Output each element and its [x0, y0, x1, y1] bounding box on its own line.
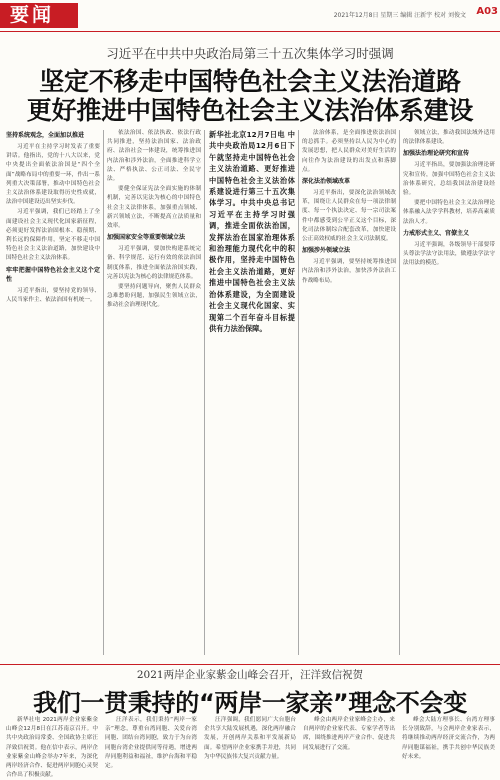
story-separator: [0, 664, 500, 665]
paragraph: 习近平指出，要坚持党的领导、人民当家作主、依法治国有机统一。: [6, 287, 100, 303]
paragraph: 汪洋强调，我们愿同广大台胞台企共享大陆发展机遇，深化两岸融合发展，开创两岸关系和平发展新局面。希望两岸企业家携手并进，共同为中华民族伟大复兴贡献力量。: [204, 717, 296, 760]
subheading: 坚持系统观念，全面加以推进: [6, 132, 85, 139]
paragraph: 要把中国特色社会主义法治理论体系融入法学学科教材，培养高素质法治人才。: [403, 200, 495, 225]
paragraph: 习近平强调，各级领导干部要带头尊法学法守法用法，做遵法学法守法用法的模范。: [403, 241, 495, 267]
paragraph: 习近平指出，要加强法治理论研究和宣传，加强中国特色社会主义法治体系研究，总结我国法治建设经验。: [403, 162, 495, 197]
column-divider: [103, 130, 104, 655]
subheading: 加强法治理论研究和宣传: [403, 150, 470, 158]
paragraph: 要坚持问题导向，聚焦人民群众急难愁盼问题，加强民生领域立法，推动社会治理现代化。: [107, 284, 201, 309]
issue-meta: 2021年12月8日 星期三 编辑 汪新宇 校对 刘俊文: [333, 12, 466, 19]
story2-headline: 我们一贯秉持的“两岸一家亲”理念不会变: [33, 689, 467, 717]
paragraph: 要健全保证宪法全面实施的体制机制，完善以宪法为核心的中国特色社会主义法律体系，加强重点领域、新兴领域立法，不断提高立法质量和效率。: [107, 186, 201, 230]
story2-kicker: 2021两岸企业家紫金山峰会召开，汪洋致信祝贺: [136, 669, 364, 681]
story1-kicker: 习近平在中共中央政治局第三十五次集体学习时强调: [106, 46, 394, 61]
paragraph: 汪洋表示，我们秉持“两岸一家亲”理念，尊重台湾同胞、关爱台湾同胞、团结台湾同胞，致力于为台湾同胞台湾企业提供同等待遇，增进两岸同胞利益和福祉，维护台海和平稳定。: [105, 717, 197, 770]
masthead-rule: [0, 31, 500, 32]
story2-column-3: [204, 716, 296, 760]
section-badge: 要闻: [0, 3, 78, 28]
column-divider: [399, 130, 400, 655]
paragraph: 法治体系，是全面推进依法治国的总抓手。必须坚持以人民为中心的发展思想，把人民群众对美好生活的向往作为法治建设的出发点和落脚点。: [302, 130, 396, 173]
subheading: 深化法治领域改革: [302, 178, 351, 186]
subheading: 牢牢把握中国特色社会主义这个定性: [6, 266, 100, 283]
story1-lead: 新华社北京12月7日电 中共中央政治局12月6日下午就坚持走中国特色社会主义法治道路、更好推进中国特色社会主义法治体系建设进行第三十五次集体学习。中共中央总书记习近平在主持学习时强调，推进全面依法治国，发挥法治在国家治理体系和治理能力现代化中的积极作用，坚持走中国特色社会主义法治道路，更好推进中国特色社会主义法治体系建设，为全面建设社会主义现代化国家、实现第二个百年奋斗目标提供有力法治保障。: [209, 130, 295, 333]
paragraph: 峰会由两岸企业家峰会主办，来自两岸的企业家代表、专家学者等出席，围绕推进两岸产业合作、促进共同发展进行了交流。: [303, 717, 395, 751]
story1-headline-line1: 坚定不移走中国特色社会主义法治道路: [39, 67, 461, 96]
paragraph: 习近平强调，要加快构建系统完备、科学规范、运行有效的依法治国制度体系，推进全面依法治国实践，完善以宪法为核心的法律规范体系。: [107, 246, 201, 280]
paragraph: 领域立法，推动我国法域外适用的法律体系建设。: [403, 130, 495, 146]
story1-column-2: [107, 129, 201, 657]
paragraph: 习近平在主持学习时发表了重要讲话。他指出，党的十八大以来，党中央提出全面依法治国是“四个全面”战略布局中的重要一环，作出一系列重大决策部署，推动中国特色社会主义法治体系建设取得历史性成就，法治中国建设迈出坚实步伐。: [6, 144, 100, 206]
paragraph: 依法治国、依法执政、依法行政共同推进，坚持法治国家、法治政府、法治社会一体建设，统筹推进国内法治和涉外法治，全面推进科学立法、严格执法、公正司法、全民守法。: [107, 130, 201, 183]
column-divider: [204, 130, 205, 655]
story1-column-4: [302, 129, 396, 657]
story1-column-1: [6, 129, 100, 657]
paragraph: 峰会大陆方理事长、台湾方理事长分别致辞，与会两岸企业家表示，将继续推动两岸经济交流合作，为两岸同胞谋福祉，携手共创中华民族美好未来。: [402, 717, 495, 760]
paragraph: 习近平强调，我们已经踏上了全面建设社会主义现代化国家新征程，必须更好发挥法治固根本、稳预期、利长远的保障作用，坚定不移走中国特色社会主义法治道路，加快建设中国特色社会主义法治体系。: [6, 209, 100, 262]
story2-column-4: [303, 716, 395, 750]
column-divider: [298, 130, 299, 655]
subheading: 加强涉外领域立法: [302, 247, 351, 255]
subheading: 加强国家安全等重要领域立法: [107, 234, 186, 242]
story2-column-5: [402, 716, 495, 760]
paragraph: 新华社电 2021两岸企业家紫金山峰会12月8日在江苏南京召开。中共中央政治局常委、全国政协主席汪洋致信祝贺。他在信中表示，两岸企业家紫金山峰会举办7年来，为深化两岸经济合作、促进两岸同胞心灵契合作出了积极贡献。: [6, 717, 98, 779]
masthead: [0, 0, 500, 32]
story1-headline-line2: 更好推进中国特色社会主义法治体系建设: [26, 96, 474, 125]
page-number: A03: [476, 6, 498, 17]
paragraph: 习近平强调，要坚持统筹推进国内法治和涉外法治，加快涉外法治工作战略布局。: [302, 259, 396, 284]
story2-column-1: [6, 716, 98, 779]
story1-column-5: [403, 129, 495, 657]
story2-column-2: [105, 716, 197, 770]
paragraph: 习近平指出，要深化法治领域改革，围绕让人民群众在每一项法律制度、每一个执法决定、每一宗司法案件中都感受到公平正义这个目标，深化司法体制综合配套改革，加快建设公正高效权威的社会主义司法制度。: [302, 190, 396, 243]
subheading: 力戒形式主义、官僚主义: [403, 229, 470, 237]
